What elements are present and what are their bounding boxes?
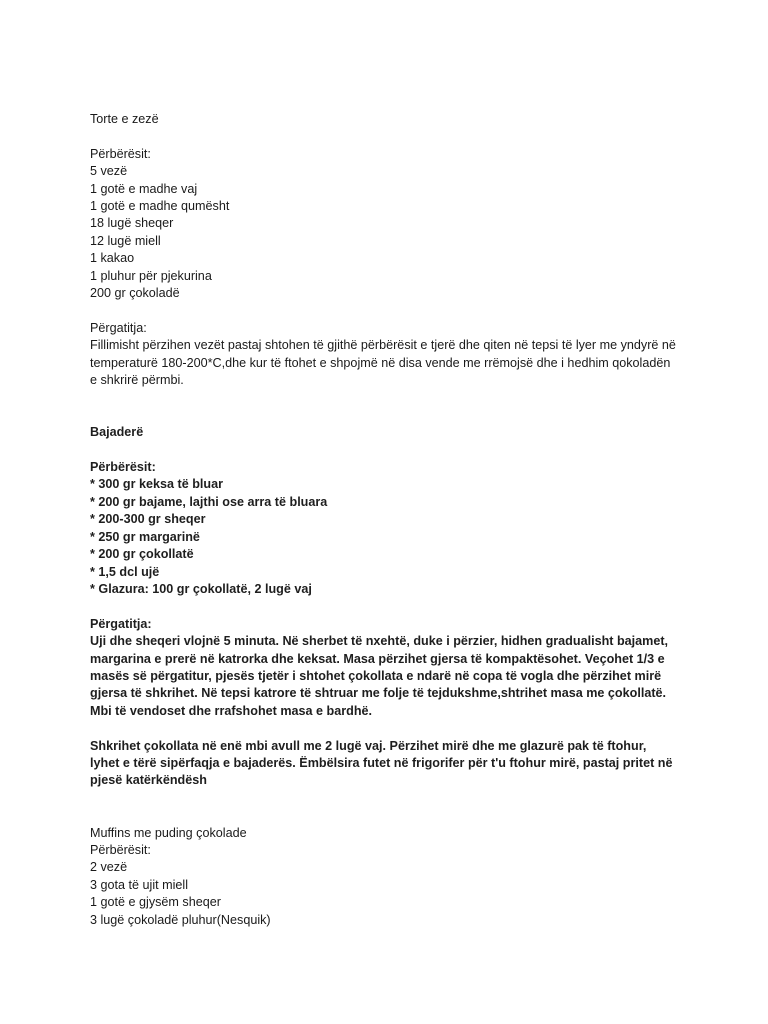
ingredient-item: 18 lugë sheqer [90, 216, 174, 231]
ingredient-item: 12 lugë miell [90, 233, 161, 248]
ingredient-item: 3 gota të ujit miell [90, 877, 189, 892]
ingredient-item: 1 gotë e madhe vaj [90, 181, 198, 196]
recipe-title: Bajaderë [90, 425, 144, 440]
preparation-text: Mbi të vendoset dhe rrafshohet masa e bardhë. [90, 703, 373, 718]
preparation-text: e shkrirë përmbi. [90, 373, 184, 388]
ingredient-item: 1 gotë e gjysëm sheqer [90, 895, 221, 910]
ingredient-item: * 300 gr keksa të bluar [90, 477, 224, 492]
recipe-muffins [90, 825, 690, 929]
document-body [90, 111, 690, 929]
recipe-torte-e-zeze [90, 111, 690, 389]
ingredient-item: 1 kakao [90, 251, 135, 266]
ingredient-item: * 1,5 dcl ujë [90, 564, 160, 579]
ingredient-item: 2 vezë [90, 860, 128, 875]
preparation-text: gjersa të shkrihet. Në tepsi katrore të shtruar me folje të tejdukshme,shtrihet masa me çokollatë. [90, 686, 667, 701]
preparation-heading: Përgatitja: [90, 616, 152, 631]
ingredients-heading: Përbërësit: [90, 460, 156, 475]
ingredient-item: 1 pluhur për pjekurina [90, 268, 212, 283]
preparation-text: Uji dhe sheqeri vlojnë 5 minuta. Në sherbet të nxehtë, duke i përzier, hidhen gradualisht bajamet, [90, 634, 669, 649]
recipe-bajadere [90, 424, 690, 789]
glaze-text: lyhet e tërë sipërfaqja e bajaderës. Ëmbëlsira futet në frigorifer për t'u ftohur mirë, pastaj pritet në [90, 755, 673, 770]
ingredient-item: 200 gr çokoladë [90, 286, 180, 301]
preparation-text: margarina e prerë në katrorka dhe keksat. Masa përzihet gjersa të kompaktësohet. Veçohet 1/3 e [90, 651, 665, 666]
ingredient-item: * 200 gr bajame, lajthi ose arra të bluara [90, 494, 328, 509]
preparation-text: temperaturë 180-200*C,dhe kur të ftohet e shpojmë në disa vende me rrëmojsë dhe i hedhim qokoladën [90, 355, 671, 370]
glaze-text: pjesë katërkëndësh [90, 773, 207, 788]
ingredient-item: * 200-300 gr sheqer [90, 512, 206, 527]
ingredient-item: * Glazura: 100 gr çokollatë, 2 lugë vaj [90, 581, 312, 596]
ingredients-heading: Përbërësit: [90, 146, 151, 161]
ingredient-item: * 250 gr margarinë [90, 529, 200, 544]
ingredient-item: 3 lugë çokoladë pluhur(Nesquik) [90, 912, 271, 927]
preparation-heading: Përgatitja: [90, 320, 147, 335]
ingredient-item: 1 gotë e madhe qumësht [90, 199, 230, 214]
recipe-title: Muffins me puding çokolade [90, 825, 247, 840]
recipe-title: Torte e zezë [90, 112, 159, 126]
preparation-text: Fillimisht përzihen vezët pastaj shtohen të gjithë përbërësit e tjerë dhe qiten në tepsi të lyer me yndyrë në [90, 338, 676, 353]
preparation-text: masës së përgatitur, pjesës tjetër i shtohet çokollata e ndarë në copa të vogla dhe përzihet mirë [90, 668, 662, 683]
ingredients-heading: Përbërësit: [90, 842, 151, 857]
glaze-text: Shkrihet çokollata në enë mbi avull me 2 lugë vaj. Përzihet mirë dhe me glazurë pak të ftohur, [90, 738, 647, 753]
ingredient-item: * 200 gr çokollatë [90, 547, 194, 562]
ingredient-item: 5 vezë [90, 164, 128, 179]
